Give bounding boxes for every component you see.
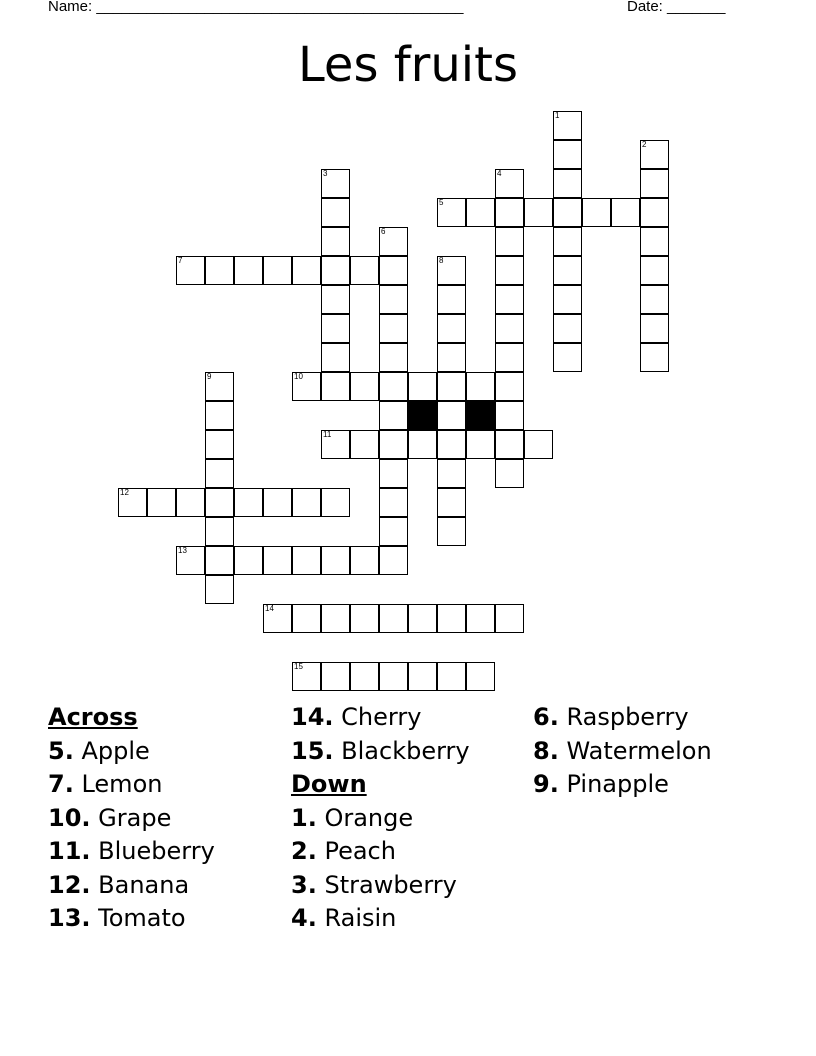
- clue-number-label: 10: [294, 372, 303, 381]
- grid-cell[interactable]: [437, 517, 466, 546]
- grid-cell[interactable]: [321, 372, 350, 401]
- grid-cell[interactable]: [321, 227, 350, 256]
- clue-across-5: 5. Apple: [48, 736, 150, 765]
- grid-cell[interactable]: [495, 343, 524, 372]
- grid-cell[interactable]: [350, 604, 379, 633]
- grid-cell[interactable]: [408, 372, 437, 401]
- grid-cell[interactable]: [640, 227, 669, 256]
- grid-cell[interactable]: [205, 575, 234, 604]
- grid-cell[interactable]: [495, 459, 524, 488]
- grid-cell[interactable]: [640, 314, 669, 343]
- clue-across-11: 11. Blueberry: [48, 837, 215, 865]
- grid-cell[interactable]: [321, 256, 350, 285]
- grid-cell[interactable]: [553, 314, 582, 343]
- clue-number-label: 6: [381, 227, 386, 236]
- clue-across-15: 15. Blackberry: [291, 736, 470, 765]
- grid-cell[interactable]: [553, 198, 582, 227]
- grid-cell[interactable]: [437, 372, 466, 401]
- grid-cell[interactable]: [437, 488, 466, 517]
- grid-cell[interactable]: [205, 488, 234, 517]
- grid-cell[interactable]: [553, 343, 582, 372]
- grid-cell[interactable]: [234, 488, 263, 517]
- grid-cell[interactable]: [321, 430, 350, 459]
- clue-down-8: 8. Watermelon: [533, 736, 712, 765]
- grid-cell[interactable]: [321, 343, 350, 372]
- clue-number-label: 12: [120, 488, 129, 497]
- grid-cell[interactable]: [205, 372, 234, 401]
- grid-cell[interactable]: [263, 604, 292, 633]
- grid-cell[interactable]: [495, 227, 524, 256]
- grid-cell[interactable]: [292, 546, 321, 575]
- grid-cell[interactable]: [466, 430, 495, 459]
- clue-number-label: 14: [265, 604, 274, 613]
- clue-across-10: 10. Grape: [48, 803, 172, 832]
- clue-number-label: 9: [207, 372, 212, 381]
- grid-cell[interactable]: [263, 256, 292, 285]
- name-field-line: Name: ____________________________________________: [48, 0, 464, 15]
- grid-cell[interactable]: [466, 604, 495, 633]
- grid-cell[interactable]: [321, 314, 350, 343]
- clue-down-6: 6. Raspberry: [533, 703, 689, 731]
- grid-cell[interactable]: [379, 459, 408, 488]
- grid-cell[interactable]: [321, 198, 350, 227]
- grid-cell[interactable]: [263, 546, 292, 575]
- clue-number-label: 15: [294, 662, 303, 671]
- clue-down-4: 4. Raisin: [291, 904, 397, 932]
- grid-cell[interactable]: [408, 430, 437, 459]
- clue-number-label: 4: [497, 169, 502, 178]
- grid-cell[interactable]: [205, 256, 234, 285]
- grid-cell[interactable]: [582, 198, 611, 227]
- grid-cell[interactable]: [495, 430, 524, 459]
- grid-cell[interactable]: [379, 372, 408, 401]
- grid-cell[interactable]: [176, 256, 205, 285]
- grid-cell[interactable]: [379, 604, 408, 633]
- grid-cell[interactable]: [553, 285, 582, 314]
- grid-cell[interactable]: [234, 546, 263, 575]
- grid-cell[interactable]: [640, 140, 669, 169]
- grid-cell[interactable]: [205, 401, 234, 430]
- clue-across-7: 7. Lemon: [48, 770, 163, 798]
- grid-cell[interactable]: [437, 314, 466, 343]
- grid-cell[interactable]: [553, 140, 582, 169]
- grid-cell[interactable]: [379, 401, 408, 430]
- grid-cell[interactable]: [379, 314, 408, 343]
- grid-cell[interactable]: [263, 488, 292, 517]
- grid-cell[interactable]: [292, 256, 321, 285]
- clue-number-label: 2: [642, 140, 647, 149]
- grid-cell[interactable]: [495, 401, 524, 430]
- grid-cell[interactable]: [379, 227, 408, 256]
- grid-cell[interactable]: [640, 198, 669, 227]
- grid-cell[interactable]: [147, 488, 176, 517]
- clue-down-3: 3. Strawberry: [291, 870, 457, 899]
- clues-column-2: [291, 701, 470, 936]
- grid-cell-black: [466, 401, 495, 430]
- grid-cell[interactable]: [321, 604, 350, 633]
- clue-across-13: 13. Tomato: [48, 904, 186, 932]
- grid-cell[interactable]: [553, 227, 582, 256]
- grid-cell[interactable]: [611, 198, 640, 227]
- grid-cell[interactable]: [437, 604, 466, 633]
- grid-cell[interactable]: [292, 662, 321, 691]
- grid-cell[interactable]: [437, 401, 466, 430]
- grid-cell[interactable]: [350, 662, 379, 691]
- date-field-line: Date: _______: [627, 0, 726, 15]
- grid-cell[interactable]: [205, 517, 234, 546]
- grid-cell[interactable]: [350, 430, 379, 459]
- clue-number-label: 3: [323, 169, 328, 178]
- clue-number-label: 7: [178, 256, 183, 265]
- grid-cell[interactable]: [553, 256, 582, 285]
- grid-cell[interactable]: [437, 198, 466, 227]
- grid-cell[interactable]: [321, 285, 350, 314]
- grid-cell[interactable]: [379, 256, 408, 285]
- grid-cell[interactable]: [205, 430, 234, 459]
- grid-cell[interactable]: [408, 604, 437, 633]
- grid-cell[interactable]: [495, 285, 524, 314]
- grid-cell[interactable]: [292, 604, 321, 633]
- down-heading: Down: [291, 770, 367, 798]
- grid-cell[interactable]: [640, 256, 669, 285]
- grid-cell[interactable]: [495, 604, 524, 633]
- grid-cell[interactable]: [176, 546, 205, 575]
- grid-cell[interactable]: [379, 430, 408, 459]
- grid-cell[interactable]: [379, 285, 408, 314]
- grid-cell[interactable]: [495, 372, 524, 401]
- grid-cell[interactable]: [640, 343, 669, 372]
- grid-cell[interactable]: [350, 372, 379, 401]
- grid-cell[interactable]: [379, 517, 408, 546]
- grid-cell[interactable]: [292, 488, 321, 517]
- clue-number-label: 8: [439, 256, 444, 265]
- across-heading: Across: [48, 703, 138, 731]
- grid-cell[interactable]: [437, 459, 466, 488]
- grid-cell[interactable]: [495, 314, 524, 343]
- grid-cell[interactable]: [379, 343, 408, 372]
- grid-cell[interactable]: [437, 430, 466, 459]
- grid-cell[interactable]: [437, 343, 466, 372]
- grid-cell[interactable]: [379, 488, 408, 517]
- grid-cell[interactable]: [640, 169, 669, 198]
- grid-cell[interactable]: [205, 459, 234, 488]
- grid-cell[interactable]: [437, 256, 466, 285]
- grid-cell[interactable]: [524, 430, 553, 459]
- grid-cell[interactable]: [321, 662, 350, 691]
- grid-cell[interactable]: [118, 488, 147, 517]
- clue-number-label: 5: [439, 198, 444, 207]
- grid-cell[interactable]: [466, 662, 495, 691]
- grid-cell[interactable]: [466, 372, 495, 401]
- grid-cell[interactable]: [553, 169, 582, 198]
- clue-down-1: 1. Orange: [291, 803, 414, 832]
- clue-number-label: 11: [323, 430, 332, 439]
- clue-number-label: 13: [178, 546, 187, 555]
- clue-across-12: 12. Banana: [48, 870, 190, 899]
- grid-cell[interactable]: [176, 488, 205, 517]
- grid-cell-black: [408, 401, 437, 430]
- grid-cell[interactable]: [437, 662, 466, 691]
- clue-down-9: 9. Pinapple: [533, 770, 669, 798]
- grid-cell[interactable]: [205, 546, 234, 575]
- grid-cell[interactable]: [553, 111, 582, 140]
- grid-cell[interactable]: [495, 169, 524, 198]
- page-title: Les fruits: [298, 37, 518, 93]
- grid-cell[interactable]: [379, 546, 408, 575]
- grid-cell[interactable]: [321, 169, 350, 198]
- clue-down-2: 2. Peach: [291, 837, 396, 865]
- clues-column-3: [533, 701, 712, 802]
- grid-cell[interactable]: [292, 372, 321, 401]
- clue-number-label: 1: [555, 111, 560, 120]
- grid-cell[interactable]: [640, 285, 669, 314]
- grid-cell[interactable]: [379, 662, 408, 691]
- grid-cell[interactable]: [437, 285, 466, 314]
- grid-cell[interactable]: [234, 256, 263, 285]
- grid-cell[interactable]: [495, 256, 524, 285]
- grid-cell[interactable]: [495, 198, 524, 227]
- clues-column-1: [48, 701, 215, 936]
- grid-cell[interactable]: [350, 256, 379, 285]
- grid-cell[interactable]: [408, 662, 437, 691]
- grid-cell[interactable]: [350, 546, 379, 575]
- grid-cell[interactable]: [321, 488, 350, 517]
- clue-across-14: 14. Cherry: [291, 703, 422, 731]
- grid-cell[interactable]: [524, 198, 553, 227]
- grid-cell[interactable]: [321, 546, 350, 575]
- grid-cell[interactable]: [466, 198, 495, 227]
